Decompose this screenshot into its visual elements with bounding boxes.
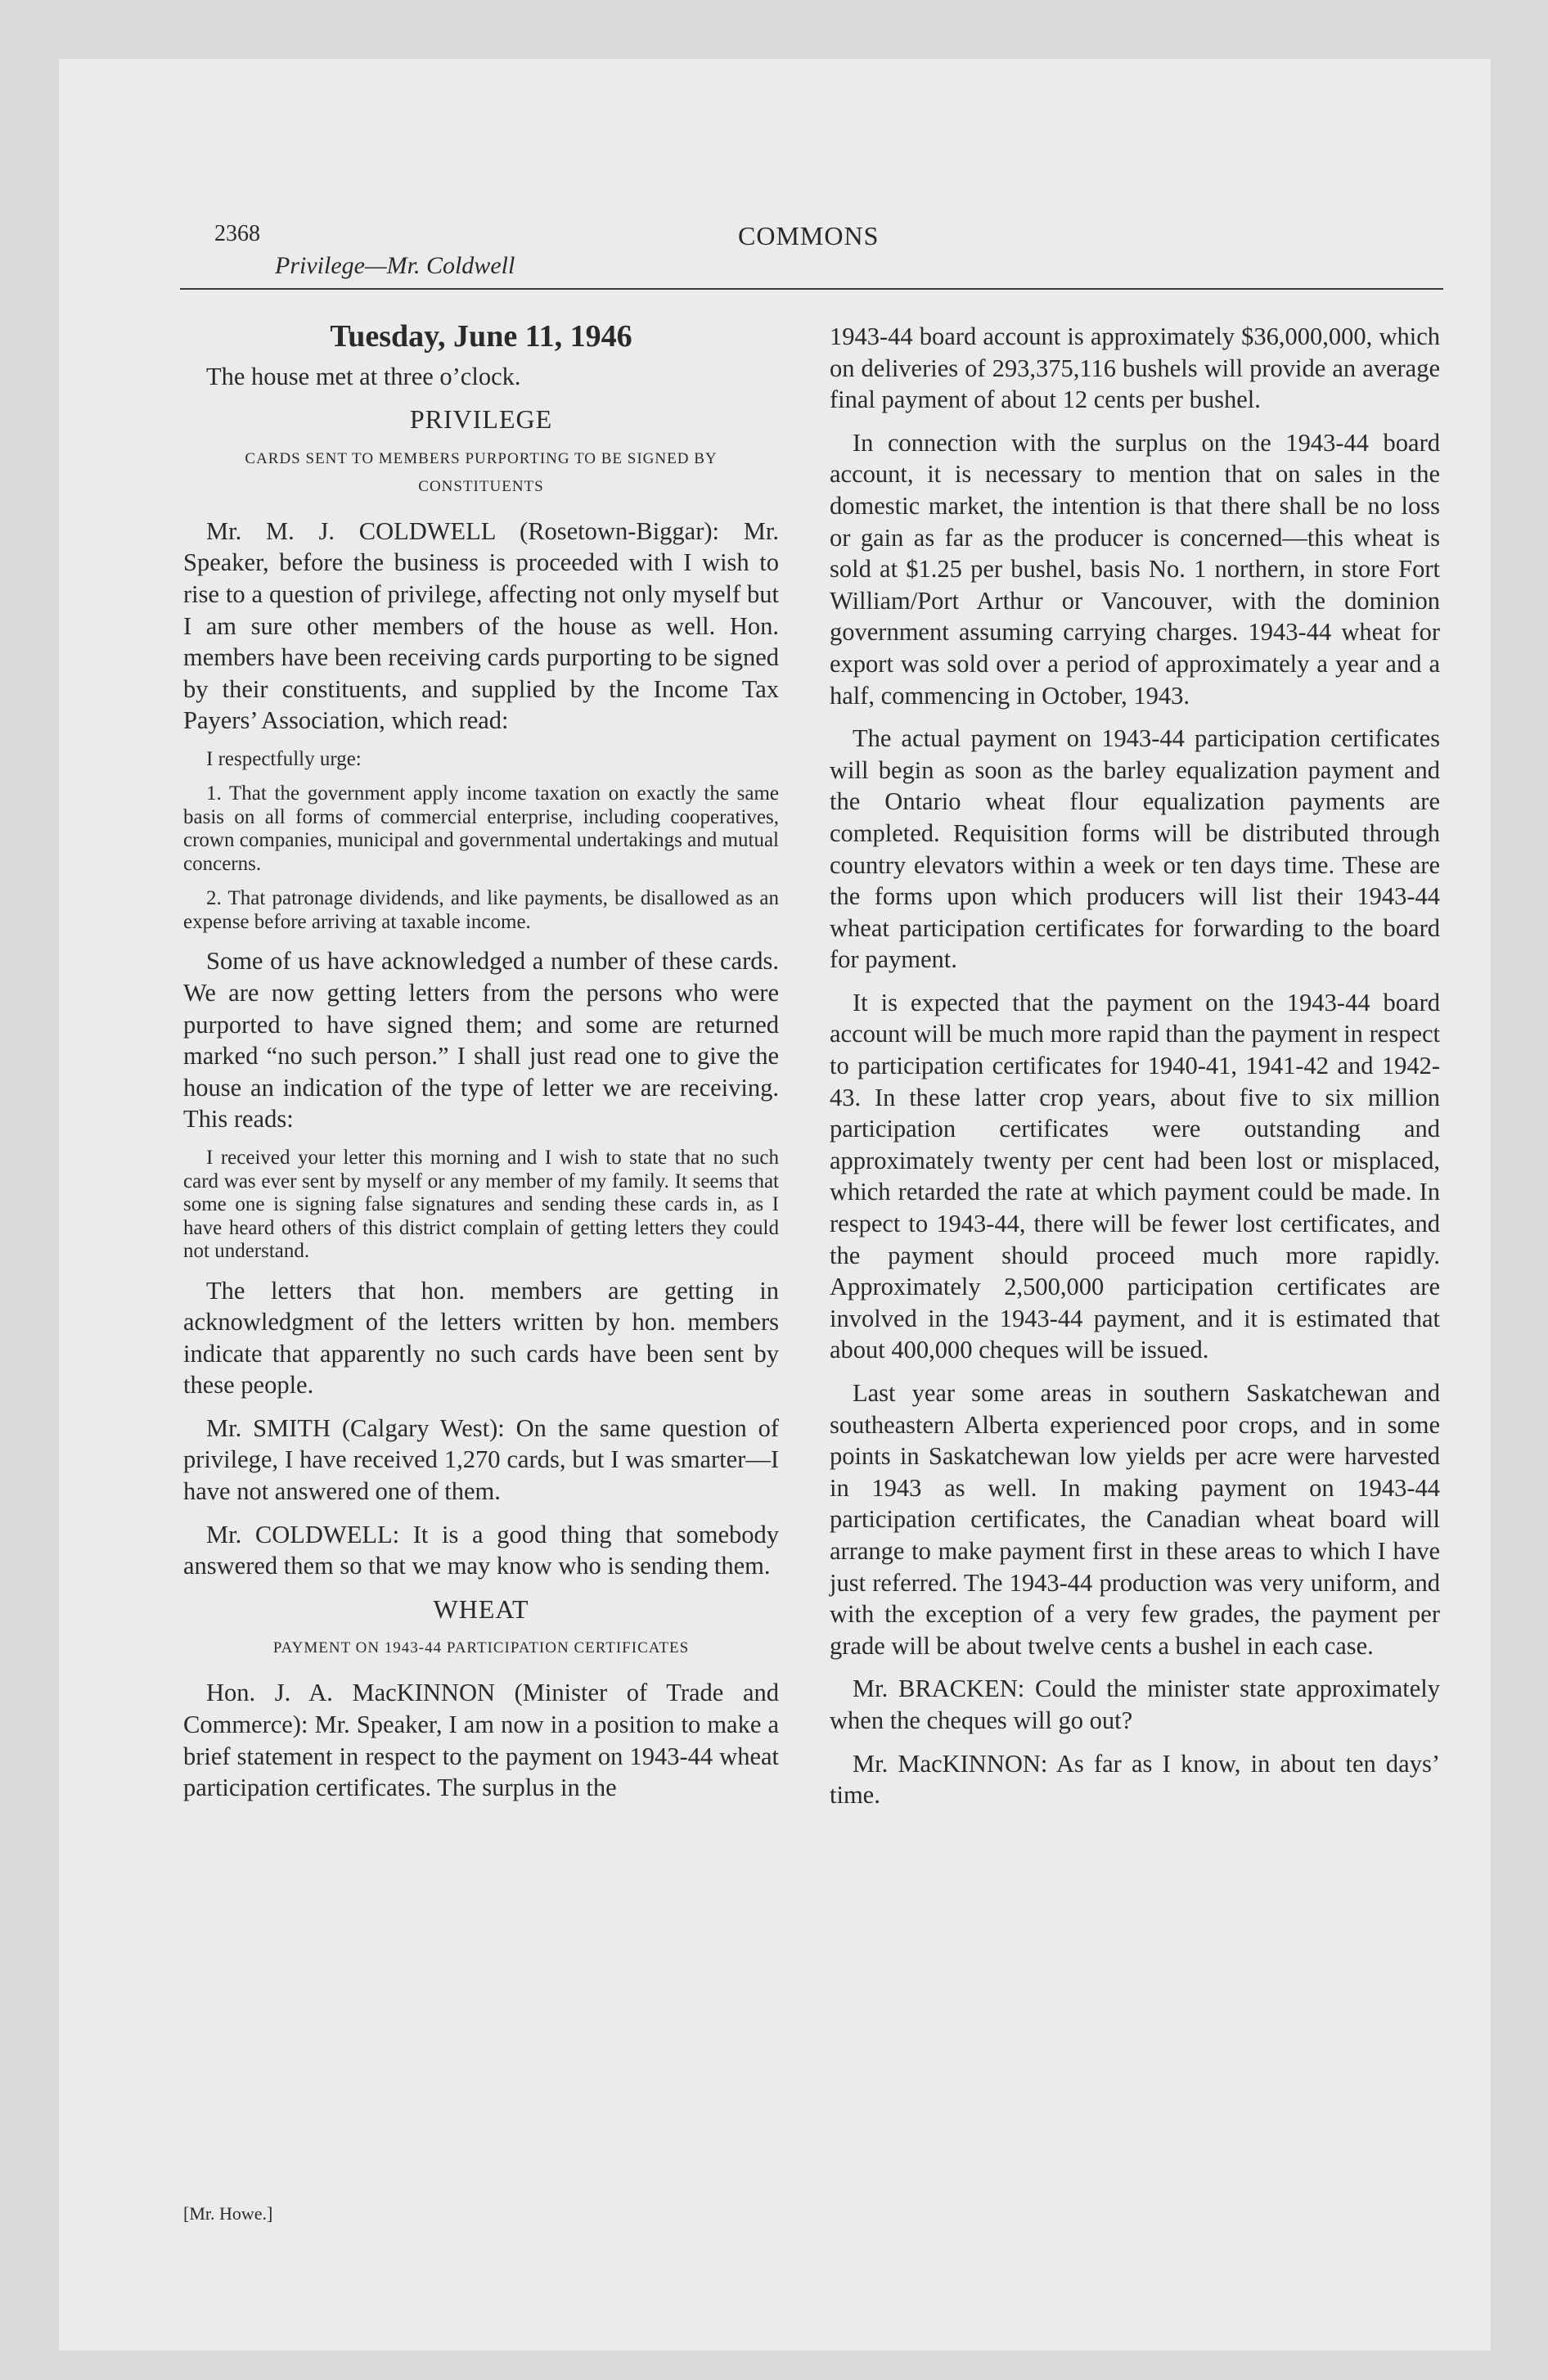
quote: 2. That patronage dividends, and like payments, be disallowed as an expense before arriving at taxable income. <box>183 887 779 933</box>
subheading-wheat: PAYMENT ON 1943-44 PARTICIPATION CERTIFICATES <box>272 1639 690 1657</box>
quote: 1. That the government apply income taxation on exactly the same basis on all forms of commercial enterprise, including cooperatives, crown companies, municipal and governmental undertakings and mutual concerns. <box>183 782 779 875</box>
right-column <box>830 321 1440 1823</box>
sitting-date: Tuesday, June 11, 1946 <box>330 319 632 354</box>
paragraph: The actual payment on 1943-44 participation certificates will begin as soon as the barley equalization payment and the Ontario wheat flour equalization payments are completed. Requisition forms will be distributed through country elevators within a week or ten days time. These are the forms upon which producers will list their 1943-44 wheat participation certificates for forwarding to the board for payment. <box>830 724 1440 974</box>
paragraph: 1943-44 board account is approximately $36,000,000, which on deliveries of 293,375,116 bushels will provide an average final payment of about 12 cents per bushel. <box>830 322 1440 414</box>
page <box>59 59 1491 2351</box>
paragraph: In connection with the surplus on the 1943-44 board account, it is necessary to mention that on sales in the domestic market, the intention is that there shall be no loss or gain as far as the producer is concerned—this wheat is sold at $1.25 per bushel, basis No. 1 northern, in store Fort William/Port Arthur or Vancouver, with the dominion government assuming carrying charges. 1943-44 wheat for export was sold over a period of approximately a year and a half, commencing in October, 1943. <box>830 428 1440 710</box>
quote: I respectfully urge: <box>206 747 362 770</box>
paragraph: Mr. MacKINNON: As far as I know, in about ten days’ time. <box>830 1749 1440 1810</box>
paragraph: Some of us have acknowledged a number of these cards. We are now getting letters from the persons who were purported to have signed them; and some are returned marked “no such person.” I shall just read one to give the house an indication of the type of letter we are receiving. This reads: <box>183 947 779 1134</box>
paragraph: It is expected that the payment on the 1943-44 board account will be much more rapid than the payment in respect to participation certificates for 1940-41, 1941-42 and 1942-43. In these latter crop years, about five to six million participation certificates were outstanding and approximately twenty per cent had been lost or misplaced, which retarded the rate at which payment could be made. In respect to 1943-44, there will be fewer lost certificates, and the payment should proceed much more rapidly. Approximately 2,500,000 participation certificates are involved in the 1943-44 payment, and it is estimated that about 400,000 cheques will be issued. <box>830 988 1440 1364</box>
left-column <box>183 321 779 1815</box>
heading-privilege: PRIVILEGE <box>409 404 553 435</box>
paragraph: Last year some areas in southern Saskatchewan and southeastern Alberta experienced poor crops, and in some points in Saskatchewan low yields per acre were harvested in 1943 as well. In making payment on 1943-44 participation certificates, the Canadian wheat board will arrange to make payment first in these areas to which I have just referred. The 1943-44 production was very uniform, and with the exception of a very few grades, the payment per grade will be about twelve cents a bushel in each case. <box>830 1379 1440 1660</box>
paragraph: The house met at three o’clock. <box>206 362 521 390</box>
header-rule <box>180 288 1443 290</box>
heading-wheat: WHEAT <box>433 1593 529 1624</box>
running-title: Privilege—Mr. Coldwell <box>275 252 515 279</box>
paragraph: Hon. J. A. MacKINNON (Minister of Trade and Commerce): Mr. Speaker, I am now in a position to make a brief statement in respect to the payment on 1943-44 wheat participation certificates. The surplus in the <box>183 1679 779 1802</box>
paragraph: Mr. SMITH (Calgary West): On the same question of privilege, I have received 1,270 cards, but I was smarter—I have not answered one of them. <box>183 1413 779 1506</box>
section-title: COMMONS <box>738 221 880 250</box>
paragraph: Mr. M. J. COLDWELL (Rosetown-Biggar): Mr. Speaker, before the business is proceeded with I wish to rise to a question of privilege, affecting not only myself but I am sure other members of the house as well. Hon. members have been receiving cards purporting to be signed by their constituents, and supplied by the Income Tax Payers’ Association, which read: <box>183 516 779 735</box>
paragraph: Mr. COLDWELL: It is a good thing that somebody answered them so that we may know who is sending them. <box>183 1520 779 1580</box>
page-number: 2368 <box>214 221 260 246</box>
footer-note: [Mr. Howe.] <box>183 2203 273 2224</box>
quote: I received your letter this morning and I wish to state that no such card was ever sent by myself or any member of my family. It seems that some one is signing false signatures and sending these cards in, as I have heard others of this district complain of getting letters they could not understand. <box>183 1147 779 1262</box>
paragraph: The letters that hon. members are getting in acknowledgment of the letters written by hon. members indicate that apparently no such cards have been sent by these people. <box>183 1276 779 1400</box>
paragraph: Mr. BRACKEN: Could the minister state approximately when the cheques will go out? <box>830 1675 1440 1734</box>
subheading-privilege: CARDS SENT TO MEMBERS PURPORTING TO BE SIGNED BY CONSTITUENTS <box>245 449 718 495</box>
